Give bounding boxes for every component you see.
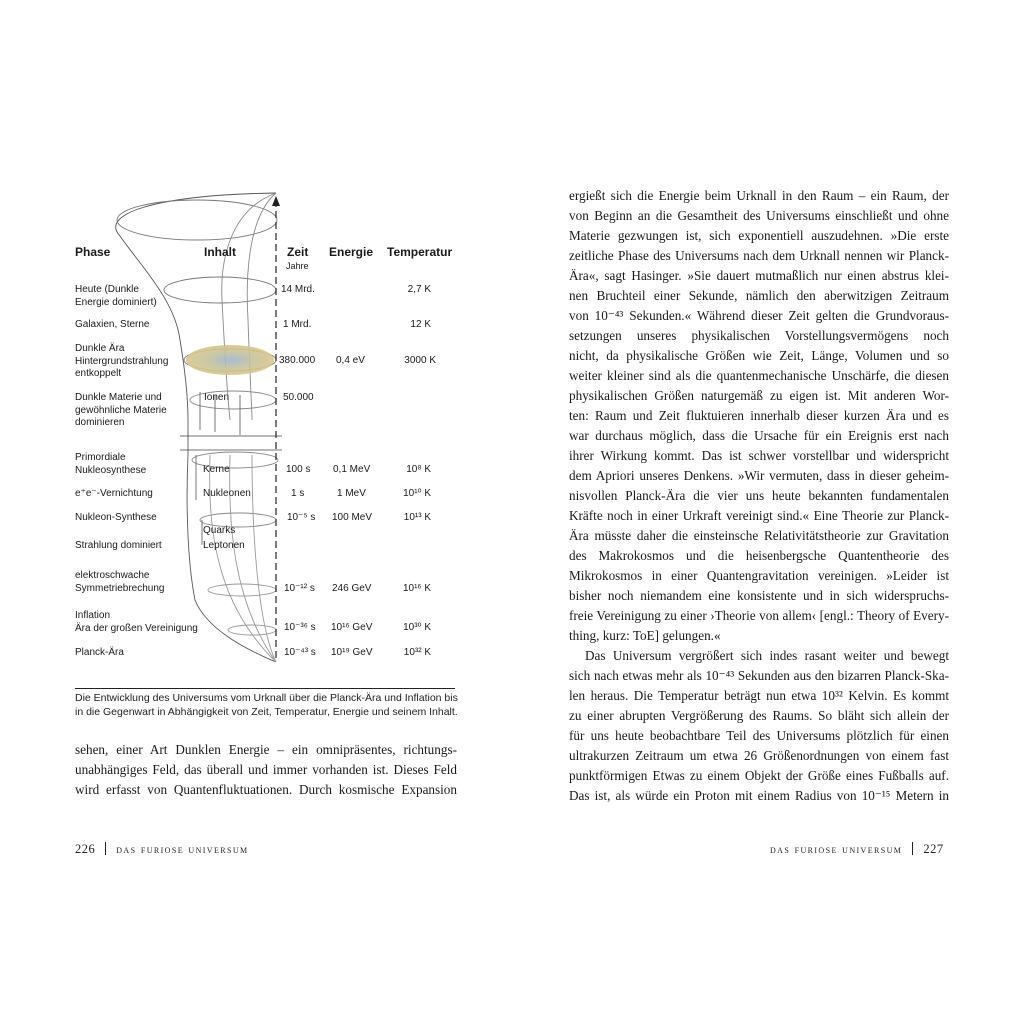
row-energie: 0,1 MeV [333,464,371,475]
row-temperatur: 10¹⁶ K [402,583,431,594]
left-body-text [75,740,457,800]
text-line: sehen, einer Art Dunklen Energie – ein omnipräsentes, richtungs- [75,742,457,757]
text-line: wird erfasst von Quantenfluktuationen. Durch kosmische Expansion [75,782,457,797]
header-zeit: Zeit [287,245,309,259]
row-energie: 100 MeV [332,512,373,523]
row-energie: 10¹⁶ GeV [331,622,373,633]
text-line: physikalischen Größen naturgemäß zu eigen ist. Mit anderen Wor- [569,388,949,403]
row-zeit: 380.000 [279,355,316,366]
row-temperatur: 2,7 K [407,284,431,295]
row-energie: 1 MeV [337,488,366,499]
caption-rule [75,688,455,689]
running-title: das furiose universum [770,842,903,856]
right-footer [770,842,944,857]
header-phase: Phase [75,245,111,259]
text-line: Mikrokosmos in einer Quantengravitation vereinigen. »Leider ist [569,568,949,583]
row-phase: Galaxien, Sterne [75,319,150,330]
header-temperatur: Temperatur [387,245,453,259]
text-line: des Makrokosmos und die heisenbergsche Quantentheorie des [569,548,949,563]
row-energie: 10¹⁹ GeV [331,647,373,658]
text-line: Ära müsste daher die einsteinsche Relativitätstheorie zur Gravitation [569,528,949,543]
row-zeit: 100 s [286,464,311,475]
text-line: dem Apriori unseres Denkens. »Wir vermuten, dass in dieser geheim- [569,468,949,483]
row-inhalt: Leptonen [203,540,245,551]
figure-caption: Die Entwicklung des Universums vom Urknall über die Planck-Ära und Inflation bis in die Gegenwart in Abhängigkeit von Zeit, Temperatur, Energie und seinem Inhalt. [75,692,458,718]
footer-divider [912,842,913,855]
text-line: ihrer Wirkung kommt. Das ist schwer vorstellbar und widerspricht [569,448,949,463]
row-temperatur: 10³² K [403,647,431,658]
row-inhalt: Nukleonen [203,488,251,499]
row-zeit: 10⁻⁴³ s [284,647,316,658]
text-line: war durchaus möglich, dass die Ursache für ein Ereignis erst nach [569,428,949,443]
text-line: sich nach etwas mehr als 10⁻⁴³ Sekunden aus den bizarren Planck-Ska- [569,668,949,683]
row-temperatur: 10³⁰ K [403,622,431,633]
page-number: 226 [75,842,96,856]
row-temperatur: 12 K [410,319,431,330]
row-inhalt: Kerne [203,464,230,475]
text-line: ultrakurzen Zeitraum um etwa 26 Größenordnungen von einem fast [569,748,949,763]
text-line: von Beginn an die Gesamtheit des Universums einschließt und ohne [569,208,949,223]
row-phase: Strahlung dominiert [75,540,162,551]
header-zeit-unit: Jahre [286,261,309,271]
row-phase: e⁺e⁻-Vernichtung [75,488,153,499]
text-line: Das ist, als würde ein Proton mit einem Radius von 10⁻¹⁵ Metern in [569,788,949,803]
row-phase: Inflation Ära der großen Vereinigung [75,610,198,634]
arrow-up-icon [272,196,280,206]
text-line: von 10⁻⁴³ Sekunden.« Während dieser Zeit gelten die Grundvoraus- [569,308,949,323]
row-phase: Dunkle Ära Hintergrundstrahlung entkoppelt [75,343,169,379]
row-energie: 0,4 eV [336,355,365,366]
row-phase: elektroschwache Symmetriebrechung [75,570,165,594]
row-zeit: 14 Mrd. [281,284,315,295]
row-phase: Nukleon-Synthese [75,512,157,523]
row-zeit: 1 s [291,488,305,499]
text-line: thing, kurz: ToE] gelungen.« [569,628,721,643]
page-number: 227 [923,842,944,856]
row-temperatur: 3000 K [404,355,436,366]
text-line: bisher noch niemandem eine konsistente und in sich widerspruchs- [569,588,949,603]
row-zeit: 1 Mrd. [283,319,312,330]
text-line: nen Bruchteil einer Sekunde, nämlich den aberwitzigen Zeitraum [569,288,949,303]
text-line: ergießt sich die Energie beim Urknall in den Raum – ein Raum, der [569,188,949,203]
text-line: setzungen unseres physikalischen Vorstellungsvermögens noch [569,328,949,343]
row-zeit: 50.000 [283,392,314,403]
text-line: len heraus. Die Temperatur beträgt nun etwa 10³² Kelvin. Es kommt [569,688,949,703]
row-zeit: 10⁻³⁶ s [284,622,316,633]
cmb-disc [186,345,274,375]
running-title: das furiose universum [116,842,249,856]
row-inhalt: Ionen [204,392,230,403]
text-line: punktförmigen Etwas zu einem Objekt der Größe eines Fußballs auf. [569,768,949,783]
text-line: zu einer abrupten Vergrößerung des Raums. So bläht sich allein der [569,708,949,723]
row-zeit: 10⁻⁵ s [287,512,316,523]
row-inhalt: Quarks [203,525,236,536]
text-line: Das Universum vergrößert sich indes rasant weiter und bewegt [585,648,949,663]
right-page [512,0,1024,1024]
row-phase: Primordiale Nukleosynthese [75,452,147,476]
text-line: unabhängiges Feld, das überall und immer vorhanden ist. Dieses Feld [75,762,457,777]
text-line: nicht, da physikalische Größen wie Zeit, Länge, Volumen und so [569,348,949,363]
row-temperatur: 10¹³ K [403,512,431,523]
row-phase: Dunkle Materie und gewöhnliche Materie dominieren [75,392,167,428]
row-phase: Heute (Dunkle Energie dominiert) [75,284,157,308]
header-inhalt: Inhalt [204,245,236,259]
row-energie: 246 GeV [332,583,372,594]
right-body-text [569,186,949,806]
row-temperatur: 10⁸ K [406,464,431,475]
text-line: Ära«, sagt Hasinger. »Sie dauert mutmaßlich nur einen abstrus klei- [569,268,949,283]
universe-evolution-diagram [0,0,512,700]
left-footer [75,842,249,857]
row-zeit: 10⁻¹² s [284,583,315,594]
text-line: ten: Raum und Zeit fluktuieren innerhalb dieser kurzen Ära und es [569,408,949,423]
text-line: weiter kleiner sind als die quantenmechanische Unschärfe, die diesen [569,368,949,383]
header-energie: Energie [329,245,374,259]
text-line: für uns heute beobachtbare Teil des Universums plötzlich für einen [569,728,949,743]
text-line: nisvollen Planck-Ära die vier uns heute bekannten fundamentalen [569,488,949,503]
row-temperatur: 10¹⁰ K [403,488,431,499]
text-line: Kräfte noch in einer Urkraft vereinigt sind.« Eine Theorie zur Planck- [569,508,949,523]
text-line: zeitliche Phase des Universums nach dem Urknall nennen wir Planck- [569,248,949,263]
row-phase: Planck-Ära [75,647,124,658]
text-line: Materie gezwungen ist, sich exponentiell auszudehnen. »Die erste [569,228,949,243]
text-line: freie Vereinigung zu einer ›Theorie von allem‹ [engl.: Theory of Every- [569,608,949,623]
footer-divider [105,842,106,855]
